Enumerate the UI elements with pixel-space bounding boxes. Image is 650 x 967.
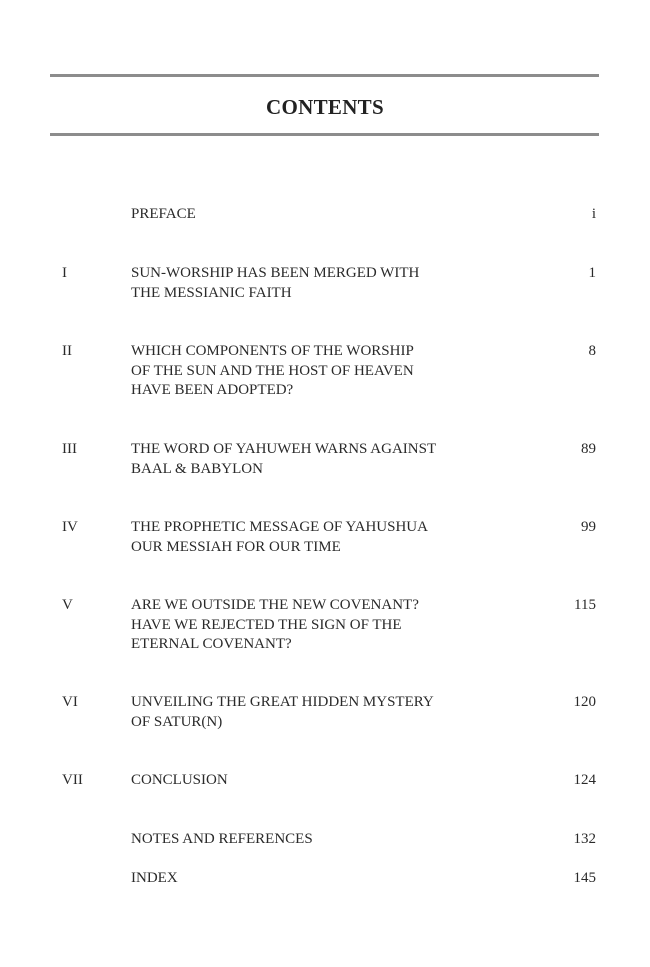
chapter-number: I xyxy=(62,265,67,281)
chapter-number: VII xyxy=(62,772,83,788)
page-number: 1 xyxy=(588,265,596,281)
page-number: i xyxy=(591,206,596,222)
chapter-title xyxy=(131,518,531,557)
chapter-title-line: WHICH COMPONENTS OF THE WORSHIP xyxy=(131,343,414,359)
chapter-title xyxy=(131,693,531,732)
chapter-title-line: NOTES AND REFERENCES xyxy=(131,831,313,847)
chapter-title-line: INDEX xyxy=(131,870,178,886)
chapter-number: IV xyxy=(62,519,78,535)
chapter-title xyxy=(131,205,531,225)
chapter-title-line: HAVE WE REJECTED THE SIGN OF THE xyxy=(131,616,402,633)
chapter-number: V xyxy=(62,597,73,613)
chapter-number: II xyxy=(62,343,72,359)
chapter-title-line: SUN-WORSHIP HAS BEEN MERGED WITH xyxy=(131,265,420,281)
bottom-rule xyxy=(50,133,599,136)
chapter-number: VI xyxy=(62,694,78,710)
chapter-title xyxy=(131,596,531,655)
chapter-title-line: THE PROPHETIC MESSAGE OF YAHUSHUA xyxy=(131,519,428,535)
chapter-title-line: OF THE SUN AND THE HOST OF HEAVEN xyxy=(131,362,414,379)
chapter-title-line: THE MESSIANIC FAITH xyxy=(131,284,292,301)
chapter-title-line: ETERNAL COVENANT? xyxy=(131,636,292,652)
chapter-title-line: OF SATUR(N) xyxy=(131,713,223,730)
page-number: 89 xyxy=(581,441,596,457)
chapter-title-line: UNVEILING THE GREAT HIDDEN MYSTERY xyxy=(131,694,434,710)
page-number: 99 xyxy=(581,519,596,535)
chapter-title-line: CONCLUSION xyxy=(131,772,228,788)
chapter-title xyxy=(131,771,531,791)
top-rule xyxy=(50,74,599,77)
chapter-title xyxy=(131,830,531,850)
page-number: 145 xyxy=(573,870,596,886)
chapter-title-line: BAAL & BABYLON xyxy=(131,460,263,477)
chapter-title xyxy=(131,869,531,889)
chapter-title-line: THE WORD OF YAHUWEH WARNS AGAINST xyxy=(131,441,437,457)
page-number: 8 xyxy=(588,343,596,359)
chapter-title xyxy=(131,342,531,401)
page-number: 124 xyxy=(573,772,596,788)
page-title: CONTENTS xyxy=(266,95,384,119)
chapter-title xyxy=(131,264,531,303)
page-number: 132 xyxy=(573,831,596,847)
chapter-title-line: OUR MESSIAH FOR OUR TIME xyxy=(131,538,341,555)
page-number: 115 xyxy=(574,597,596,613)
chapter-number: III xyxy=(62,441,77,457)
chapter-title xyxy=(131,440,531,479)
chapter-title-line: PREFACE xyxy=(131,206,196,222)
chapter-title-line: ARE WE OUTSIDE THE NEW COVENANT? xyxy=(131,597,419,613)
chapter-title-line: HAVE BEEN ADOPTED? xyxy=(131,382,294,398)
page-number: 120 xyxy=(573,694,596,710)
